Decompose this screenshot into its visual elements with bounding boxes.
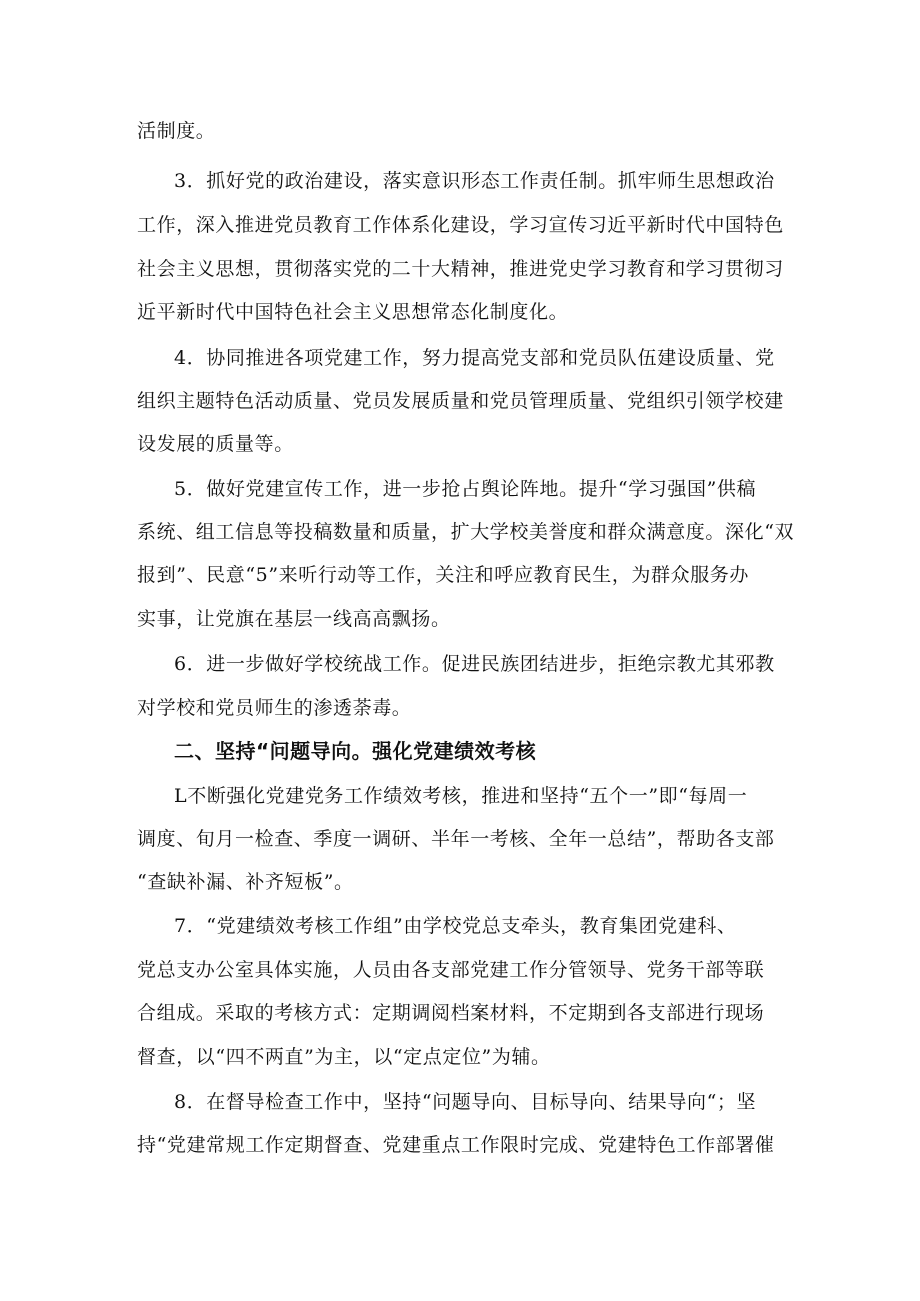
text-line: 8．在督导检查工作中，坚持“问题导向、目标导向、结果导向“；坚: [174, 1091, 757, 1113]
paragraph-3-line: [174, 169, 797, 193]
text-line: 4．协同推进各项党建工作，努力提高党支部和党员队伍建设质量、党: [174, 347, 775, 369]
text-line: 督查，以“四不两直”为主，以“定点定位”为辅。: [137, 1046, 551, 1068]
text-line: 调度、旬月一检查、季度一调研、半年一考核、全年一总结”，帮助各支部: [137, 828, 775, 850]
text-line: 合组成。采取的考核方式：定期调阅档案材料，不定期到各支部进行现场: [137, 1002, 765, 1024]
text-line: 工作，深入推进党员教育工作体系化建设，学习宣传习近平新时代中国特色: [137, 214, 784, 236]
text-line: 持“党建常规工作定期督查、党建重点工作限时完成、党建特色工作部署催: [137, 1134, 775, 1156]
text-line: 报到”、民意“5”来听行动等工作，关注和呼应教育民生，为群众服务办: [137, 564, 750, 586]
text-line: 5．做好党建宣传工作，进一步抢占舆论阵地。提升“学习强国”供稿: [174, 478, 757, 500]
text-line: 组织主题特色活动质量、党员发展质量和党员管理质量、党组织引领学校建: [137, 390, 784, 412]
text-line: L不断强化党建党务工作绩效考核，推进和坚持“五个一”即“每周一: [174, 785, 748, 807]
text-line: 对学校和党员师生的渗透荼毒。: [137, 697, 412, 719]
text-line: 近平新时代中国特色社会主义思想常态化制度化。: [137, 301, 569, 323]
text-line: 设发展的质量等。: [137, 433, 294, 455]
text-line: “查缺补漏、补齐短板”。: [137, 871, 354, 893]
text-line: 党总支办公室具体实施，人员由各支部党建工作分管领导、党务干部等联: [137, 959, 765, 981]
text-line: 实事，让党旗在基层一线高高飘扬。: [137, 608, 451, 630]
text-line: 系统、组工信息等投稿数量和质量，扩大学校美誉度和群众满意度。深化“双: [137, 521, 795, 543]
text-line: 6．进一步做好学校统战工作。促进民族团结进步，拒绝宗教尤其邪教: [174, 653, 775, 675]
text-line: 7．“党建绩效考核工作组”由学校党总支牵头，教育集团党建科、: [174, 915, 737, 937]
section-heading: 二、坚持“问题导向。强化党建绩效考核: [174, 739, 537, 763]
text-line: 3．抓好党的政治建设，落实意识形态工作责任制。抓牢师生思想政治: [174, 170, 775, 192]
text-line: 社会主义思想，贯彻落实党的二十大精神，推进党史学习教育和学习贯彻习: [137, 258, 784, 280]
text-line: 活制度。: [137, 120, 216, 142]
